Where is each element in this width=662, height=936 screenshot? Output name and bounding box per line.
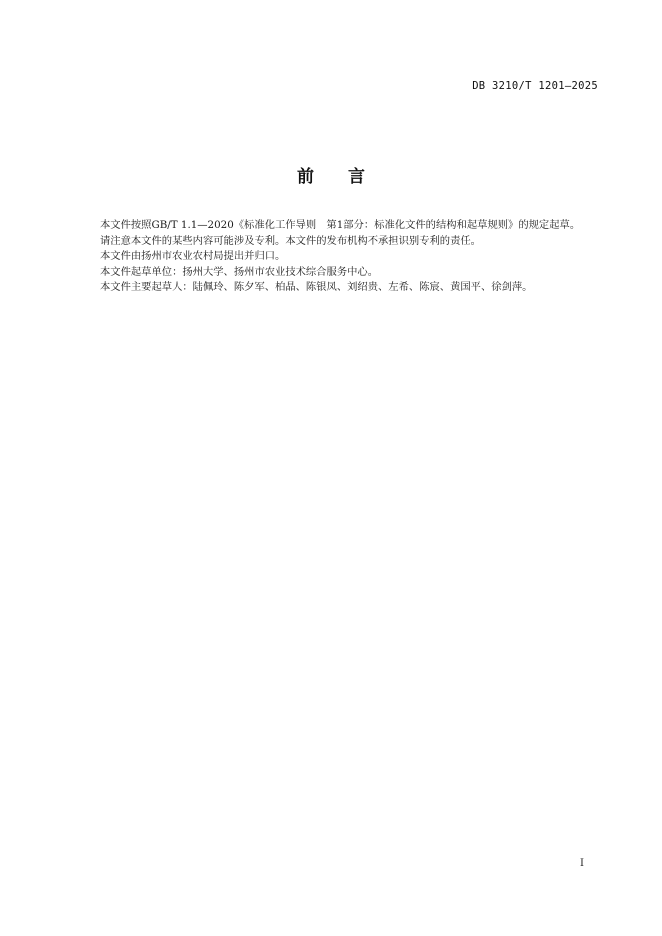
title-char-2: 言 xyxy=(348,167,365,187)
paragraph-drafting-rules: 本文件按照GB/T 1.1—2020《标准化工作导则 第1部分：标准化文件的结构和起草规则》的规定起草。 xyxy=(100,219,581,231)
document-standard-number: DB 3210/T 1201—2025 xyxy=(472,80,598,92)
foreword-body xyxy=(79,218,602,296)
page-number: I xyxy=(580,858,584,869)
paragraph-drafting-units: 本文件起草单位：扬州大学、扬州市农业技术综合服务中心。 xyxy=(100,265,379,278)
paragraph-drafters: 本文件主要起草人：陆佩玲、陈夕军、柏晶、陈银凤、刘绍贵、左希、陈宸、黄国平、徐剑萍。 xyxy=(100,281,533,294)
paragraph-patent-notice: 请注意本文件的某些内容可能涉及专利。本文件的发布机构不承担识别专利的责任。 xyxy=(100,234,481,247)
paragraph-proposer: 本文件由扬州市农业农村局提出并归口。 xyxy=(100,250,286,263)
page-title xyxy=(0,162,662,187)
title-char-1: 前 xyxy=(297,167,314,187)
